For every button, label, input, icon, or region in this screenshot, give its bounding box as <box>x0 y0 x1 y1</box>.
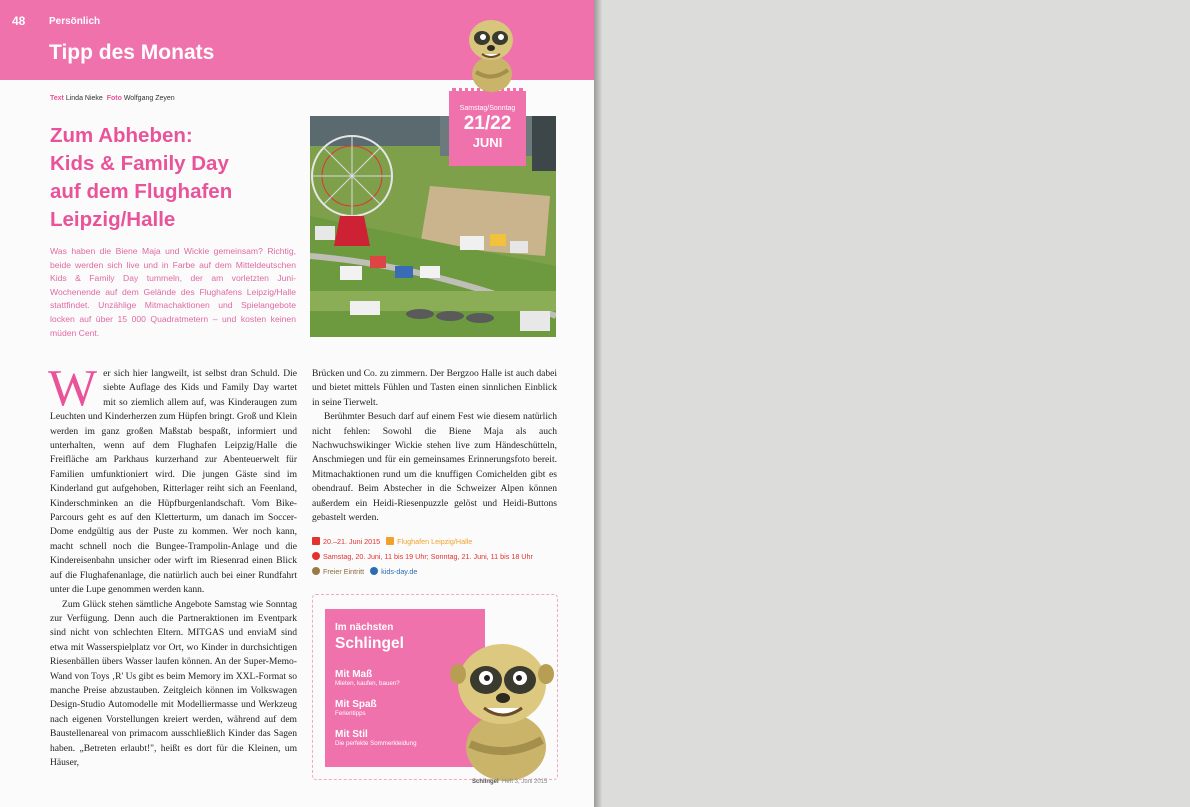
meerkat-mascot-large-illustration <box>440 632 568 782</box>
preview-item <box>335 669 400 687</box>
text-credit-key: Text <box>50 95 64 102</box>
page-footer <box>472 779 547 785</box>
article-credits <box>50 95 175 102</box>
date-tag-month: JUNI <box>472 135 503 150</box>
clock-icon <box>312 552 320 560</box>
photo-credit-key: Foto <box>106 95 122 102</box>
paragraph: Berühmter Besuch darf auf einem Fest wie diesem natürlich nicht fehlen: Sowohl die Biene Maja als auch Nachwuchswikinger Wickie stehen live zum Händeschütteln, Anschmiegen und für ein gemeinsames Erinnerungsfoto bereit. Mitmachaktionen rund um die knuffigen Comichelden gibt es obendrauf. Beim Abstecher in die Schweizer Alpen können außerdem ein Heidi-Riesenpuzzle gelöst und Heidi-Buttons gebastelt werden. <box>312 411 557 524</box>
preview-item-sub: Mieten, kaufen, bauen? <box>335 680 400 687</box>
preview-item-title: Mit Stil <box>335 729 368 740</box>
event-place: Flughafen Leipzig/Halle <box>397 537 473 546</box>
headline-line: auf dem Flughafen <box>50 180 233 203</box>
footer-magazine: Schlingel <box>472 779 499 785</box>
article-column-1 <box>48 360 297 770</box>
drop-cap: W <box>48 360 98 417</box>
event-dates: 20.–21. Juni 2015 <box>323 537 381 546</box>
preview-item-title: Mit Maß <box>335 669 373 680</box>
article-column-2 <box>312 367 557 525</box>
event-times: Samstag, 20. Juni, 11 bis 19 Uhr; Sonntag, 21. Juni, 11 bis 18 Uhr <box>323 552 533 561</box>
paragraph: Brücken und Co. zu zimmern. Der Bergzoo Halle ist auch dabei und bietet mittels Fühlen und Tasten einen sinnlichen Einblick in seine Tierwelt. <box>312 368 557 408</box>
event-info <box>312 534 533 579</box>
preview-item <box>335 729 417 747</box>
calendar-icon <box>312 537 320 545</box>
preview-item <box>335 699 377 717</box>
event-website[interactable]: kids-day.de <box>381 567 418 576</box>
headline-line: Leipzig/Halle <box>50 208 176 231</box>
article-intro: Was haben die Biene Maja und Wickie gemeinsam? Richtig, beide werden sich live und in Farbe auf dem Mitteldeutschen Kids & Family Day tummeln, der am vorletzten Juni-Wochenende auf dem Gelände des Flughafens Leipzig/Halle stattfindet. Unzählige Mitmachaktionen und Spielangebote locken auf über 15 000 Quadratmetern – und kosten keinen müden Cent. <box>50 246 296 338</box>
preview-item-sub: Ferientipps <box>335 710 366 717</box>
page-number: 48 <box>12 14 26 28</box>
headline-line: Kids & Family Day <box>50 152 229 175</box>
meerkat-mascot-illustration <box>458 12 524 92</box>
coin-icon <box>312 567 320 575</box>
footer-issue: Heft 3, Juni 2015 <box>502 779 548 785</box>
header-title: Tipp des Monats <box>49 41 215 64</box>
headline-line: Zum Abheben: <box>50 124 193 147</box>
house-icon <box>386 537 394 545</box>
event-admission: Freier Eintritt <box>323 567 365 576</box>
preview-item-sub: Die perfekte Sommerkleidung <box>335 740 417 747</box>
page-spine-shadow <box>594 0 602 807</box>
text-credit-name: Linda Nieke <box>65 95 103 102</box>
date-tag-days: Samstag/Sonntag <box>459 105 516 112</box>
article-headline <box>50 122 300 234</box>
paragraph: Zum Glück stehen sämtliche Angebote Samstag wie Sonntag zur Verfügung. Denn auch die Partneraktionen im Eventpark sind nicht von schlechten Eltern. MITGAS und enviaM sind etwa mit Wasserspielplatz vor Ort, wo Kinder in durchsichtigen Riesenbällen übers Wasser laufen können. An der Super-Memo-Wand von Toys ‚R' Us gibt es beim Memory im XXL-Format so manche Preise abzustauben. Zeitgleich können im Volkswagen Design-Studio Automodelle mit Modelliermasse und Werkzeug nach eigenen Vorstellungen kreiert werden, während auf dem Baustellenareal von primacom ausschließlich Kinder das Sagen haben. „Betreten erlaubt!", heißt es dort für die Kleinen, um Häuser, <box>50 598 297 768</box>
preview-kicker: Im nächsten <box>335 622 394 633</box>
date-tag <box>449 88 526 166</box>
preview-item-title: Mit Spaß <box>335 699 377 710</box>
preview-magazine: Schlingel <box>335 635 404 652</box>
globe-icon <box>370 567 378 575</box>
date-tag-date: 21/22 <box>463 113 512 134</box>
photo-credit-name: Wolfgang Zeyen <box>123 95 175 102</box>
section-label: Persönlich <box>49 16 101 27</box>
paragraph: er sich hier langweilt, ist selbst dran Schuld. Die siebte Auflage des Kids und Family Day wartet mit so ziemlich allem auf, was Kinderaugen zum Leuchten und Kinderherzen zum Hüpfen bringt. Groß und Klein werden im ganz großen Maßstab bespaßt, informiert und unterhalten, wenn auf dem Flughafen Leipzig/Halle die Freifläche am Parkhaus kurzerhand zur Abenteuerwelt für Familien umfunktioniert wird. Die jungen Gäste sind im Kinderland gut aufgehoben, Ritterlager reiht sich an Feenland, Kinderschminken an die Hüpfburgenlandschaft. Vom Bike-Parcours geht es auf den Kletterturm, um danach im Soccer-Dome endgültig aus der Puste zu kommen. Wer noch kann, macht schnell noch die Bungee-Trampolin-Anlage und die Kindereisenbahn unsicher oder wirft im Riesenrad einen Blick auf die Flughafenanlage, die natürlich auch bei einer Rundfahrt unter die Lupe genommen werden kann. <box>50 368 297 596</box>
